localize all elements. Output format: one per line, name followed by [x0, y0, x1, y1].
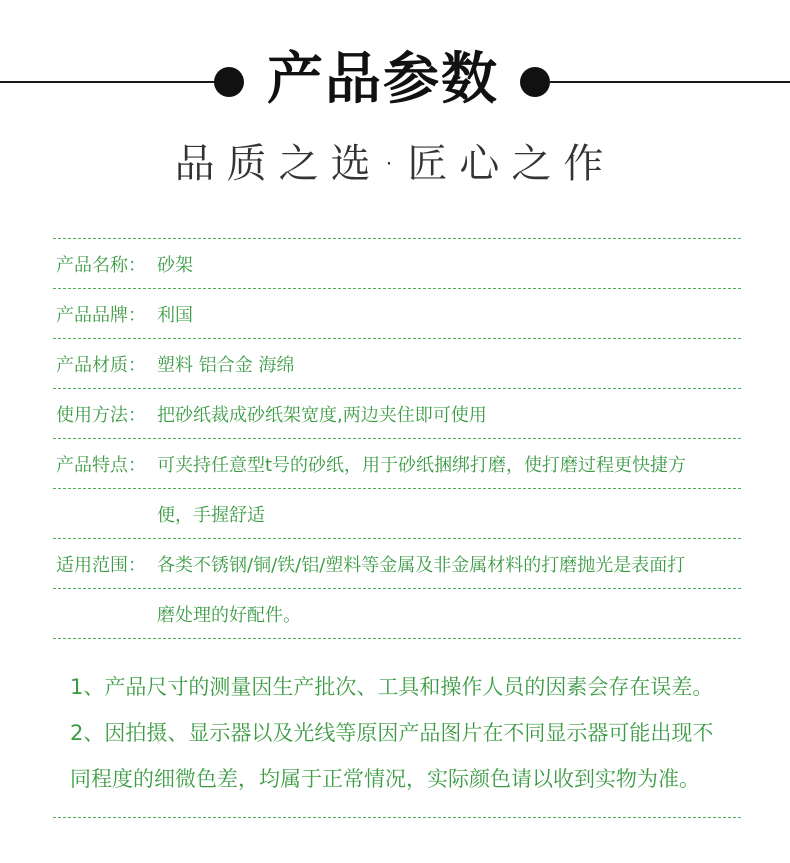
- page-title: 产品参数: [267, 47, 499, 112]
- header-line-right: [548, 81, 790, 83]
- param-row-features: [53, 439, 741, 488]
- bottom-divider: [53, 817, 741, 818]
- param-row-features-cont: [53, 489, 741, 538]
- param-value: 可夹持任意型t号的砂纸，用于砂纸捆绑打磨，使打磨过程更快捷方: [157, 454, 687, 476]
- param-value: 砂架: [157, 254, 193, 276]
- notes: [70, 664, 760, 802]
- param-row-brand: [53, 289, 741, 338]
- param-label: 产品名称：: [56, 254, 146, 276]
- param-row-name: [53, 239, 741, 288]
- header-line-left: [0, 81, 218, 83]
- note-line: 同程度的细微色差，均属于正常情况，实际颜色请以收到实物为准。: [70, 767, 700, 791]
- param-label: 使用方法：: [56, 404, 146, 426]
- param-label: 产品材质：: [56, 354, 146, 376]
- header-dot-left: [214, 67, 244, 97]
- header-dot-right: [520, 67, 550, 97]
- note-line: 2、因拍摄、显示器以及光线等原因产品图片在不同显示器可能出现不: [70, 721, 714, 745]
- param-value: 塑料 铝合金 海绵: [157, 354, 295, 376]
- divider: [53, 638, 741, 639]
- param-row-scope-cont: [53, 589, 741, 638]
- note-line: 1、产品尺寸的测量因生产批次、工具和操作人员的因素会存在误差。: [70, 675, 714, 699]
- param-value: 把砂纸裁成砂纸架宽度,两边夹住即可使用: [157, 404, 487, 426]
- param-label: 产品品牌：: [56, 304, 146, 326]
- param-row-material: [53, 339, 741, 388]
- param-value: 利国: [157, 304, 193, 326]
- param-value-continuation: 磨处理的好配件。: [157, 604, 301, 626]
- param-label: 产品特点：: [56, 454, 146, 476]
- header: [0, 0, 790, 120]
- params-table: [53, 238, 741, 639]
- param-value: 各类不锈钢/铜/铁/铝/塑料等金属及非金属材料的打磨抛光是表面打: [157, 554, 686, 576]
- param-label: 适用范围：: [56, 554, 146, 576]
- param-value-continuation: 便，手握舒适: [157, 504, 265, 526]
- param-row-scope: [53, 539, 741, 588]
- page-subtitle: 品质之选·匠心之作: [174, 141, 616, 187]
- param-row-usage: [53, 389, 741, 438]
